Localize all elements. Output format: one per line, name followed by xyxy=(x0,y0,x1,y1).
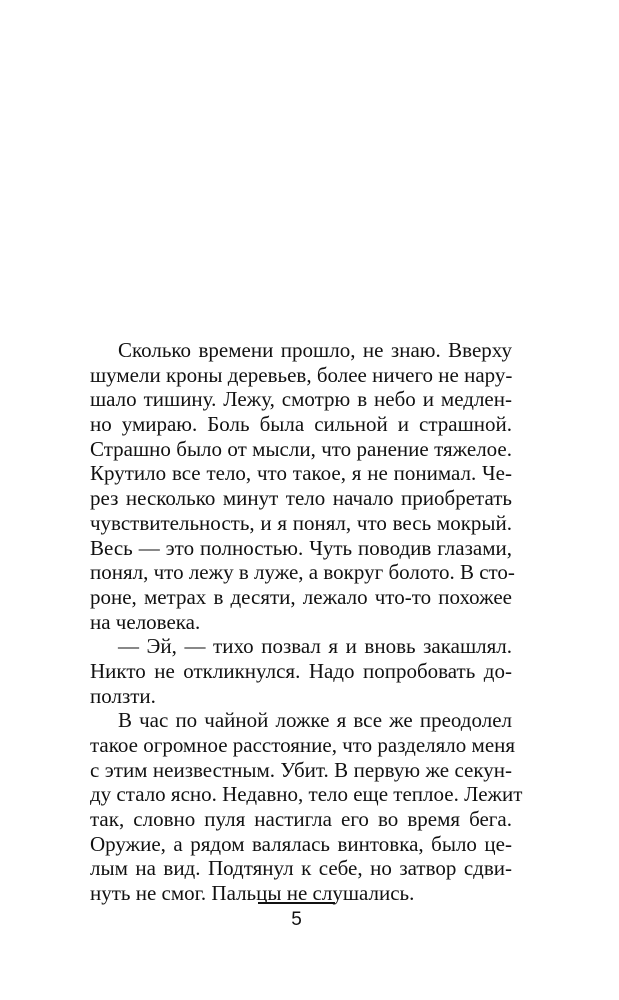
text-line: шало тишину. Лежу, смотрю в небо и медлен- xyxy=(90,387,512,412)
text-line: Страшно было от мысли, что ранение тяжелое. xyxy=(90,436,512,461)
footer-rule xyxy=(258,902,335,904)
text-line: с этим неизвестным. Убит. В первую же секун- xyxy=(90,757,512,782)
page-number: 5 xyxy=(291,909,302,930)
text-line: — Эй, — тихо позвал я и вновь закашлял. xyxy=(118,634,512,659)
text-line: лым на вид. Подтянул к себе, но затвор сдви- xyxy=(90,856,512,881)
text-line: но умираю. Боль была сильной и страшной. xyxy=(90,412,512,437)
text-line: роне, метрах в десяти, лежало что-то похожее xyxy=(90,584,512,609)
text-line: Крутило все тело, что такое, я не понимал. Че- xyxy=(90,461,512,486)
text-line: Оружие, а рядом валялась винтовка, было це- xyxy=(90,831,512,856)
text-line: В час по чайной ложке я все же преодолел xyxy=(118,708,512,733)
text-line: так, словно пуля настигла его во время бега. xyxy=(90,807,512,832)
text-line: Никто не откликнулся. Надо попробовать до- xyxy=(90,658,512,683)
text-line: чувствительность, и я понял, что весь мокрый. xyxy=(90,510,512,535)
text-line: ползти. xyxy=(90,683,156,708)
text-line: такое огромное расстояние, что разделяло меня xyxy=(90,733,516,757)
text-line: ду стало ясно. Недавно, тело еще теплое. Лежит xyxy=(90,782,523,807)
text-line: на человека. xyxy=(90,609,201,634)
text-line: нуть не смог. Пальцы не слушались. xyxy=(90,881,415,906)
text-line: рез несколько минут тело начало приобретать xyxy=(90,486,512,511)
text-line: шумели кроны деревьев, более ничего не нару- xyxy=(90,362,513,387)
text-line: Весь — это полностью. Чуть поводив глазами, xyxy=(90,535,512,560)
text-line: понял, что лежу в луже, а вокруг болото. В сто- xyxy=(90,560,515,585)
text-line: Сколько времени прошло, не знаю. Вверху xyxy=(118,338,512,362)
page-text xyxy=(90,338,523,906)
